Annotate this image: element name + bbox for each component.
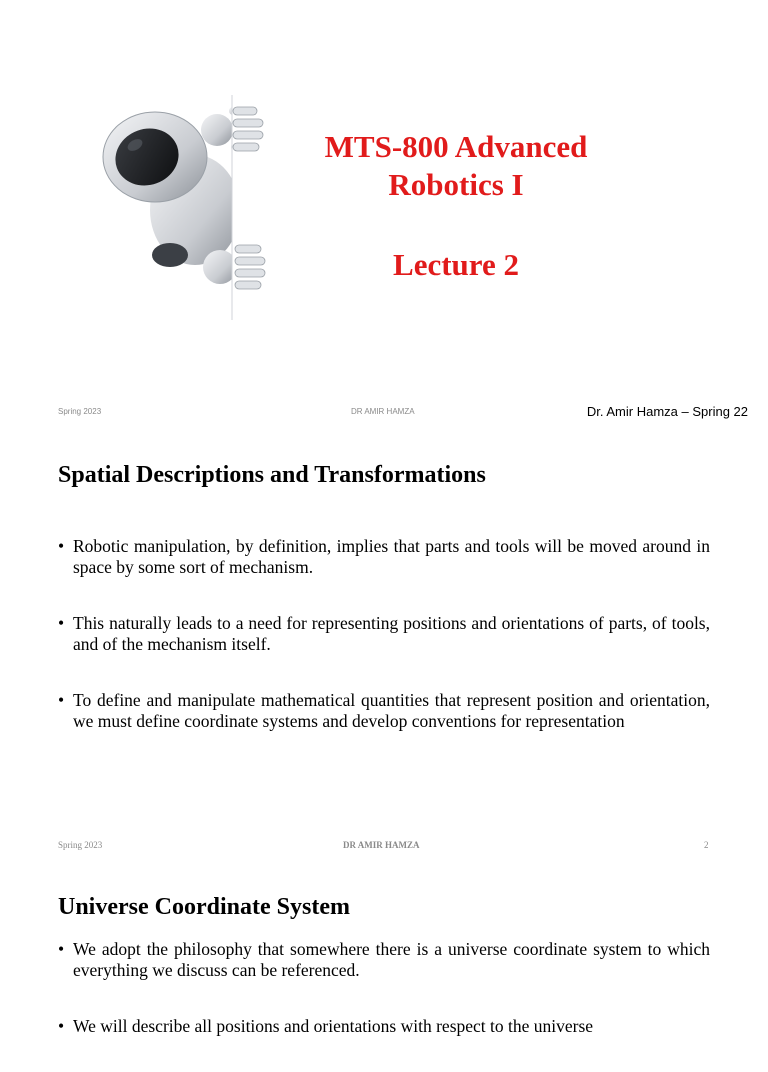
title-slide — [0, 0, 768, 432]
robot-illustration — [95, 95, 295, 325]
slide-heading: Universe Coordinate System — [58, 894, 350, 920]
bullet-item: • This naturally leads to a need for representing positions and orientations of parts, of tools, and of the mechanism itself. — [58, 613, 710, 655]
slide-title — [306, 128, 606, 204]
slide-heading: Spatial Descriptions and Transformations — [58, 462, 486, 488]
bullet-list — [58, 536, 710, 767]
content-slide — [0, 432, 768, 864]
slide-title-line2: Robotics I — [388, 167, 524, 202]
bullet-item: • We adopt the philosophy that somewhere there is a universe coordinate system to which everything we discuss can be referenced. — [58, 939, 710, 981]
footer-date: Spring 2023 — [58, 407, 102, 416]
content-slide — [0, 864, 768, 1036]
bullet-item: • To define and manipulate mathematical quantities that represent position and orientation, we must define coordinate systems and develop conventions for representation — [58, 690, 710, 732]
footer-author: DR AMIR HAMZA — [351, 407, 415, 416]
bullet-item: • Robotic manipulation, by definition, implies that parts and tools will be moved around in space by some sort of mechanism. — [58, 536, 710, 578]
footer-date: Spring 2023 — [58, 840, 103, 850]
bullet-list — [58, 939, 710, 1072]
lecture-number: Lecture 2 — [393, 247, 519, 282]
page-number: 2 — [704, 840, 709, 850]
bullet-item: • We will describe all positions and orientations with respect to the universe — [58, 1016, 710, 1037]
footer-credit: Dr. Amir Hamza – Spring 22 — [586, 404, 748, 419]
footer-author: DR AMIR HAMZA — [343, 840, 420, 850]
slide-title-line1: MTS-800 Advanced — [324, 129, 588, 164]
